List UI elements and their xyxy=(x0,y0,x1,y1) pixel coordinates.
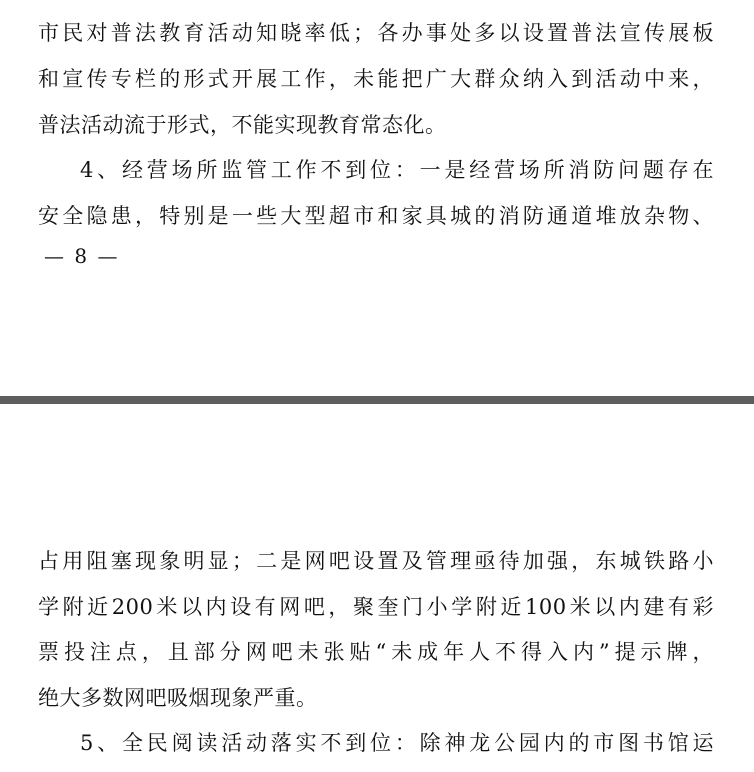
paragraph-line: 学附近200米以内设有网吧，聚奎门小学附近100米以内建有彩 xyxy=(38,595,714,619)
page-number: — 8 — xyxy=(44,244,120,268)
paragraph-line: 4、经营场所监管工作不到位：一是经营场所消防问题存在 xyxy=(80,158,714,182)
document-page-bottom xyxy=(0,404,754,772)
paragraph-line: 绝大多数网吧吸烟现象严重。 xyxy=(38,686,318,710)
paragraph-line: 和宣传专栏的形式开展工作，未能把广大群众纳入到活动中来， xyxy=(38,67,714,91)
paragraph-line: 5、全民阅读活动落实不到位：除神龙公园内的市图书馆运 xyxy=(80,731,714,755)
paragraph-line: 安全隐患，特别是一些大型超市和家具城的消防通道堆放杂物、 xyxy=(38,204,714,228)
paragraph-line: 票投注点，且部分网吧未张贴“未成年人不得入内”提示牌， xyxy=(38,640,714,664)
paragraph-line: 普法活动流于形式，不能实现教育常态化。 xyxy=(38,113,447,137)
page-separator xyxy=(0,396,754,404)
paragraph-line: 占用阻塞现象明显；二是网吧设置及管理亟待加强，东城铁路小 xyxy=(38,549,714,573)
paragraph-line: 市民对普法教育活动知晓率低；各办事处多以设置普法宣传展板 xyxy=(38,21,714,45)
